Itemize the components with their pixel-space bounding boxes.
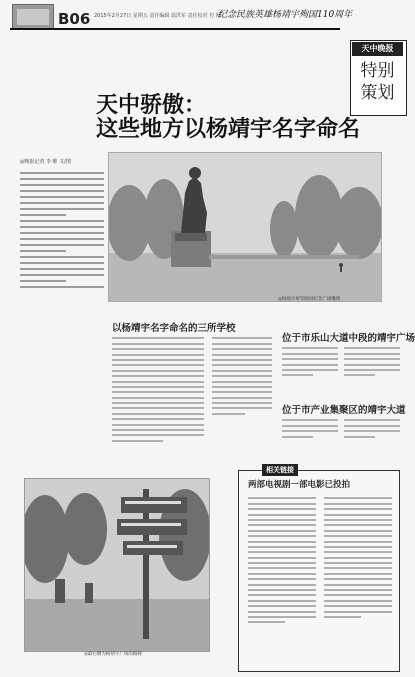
byline: ◎晚报记者 李 维 文/图	[20, 159, 71, 165]
bottom-photo-caption: ◎最右侧为杨靖宇广场的路牌	[84, 652, 142, 657]
top-photo-caption: ◎杨靖宇将军陵园纪念广场雕像	[278, 297, 341, 302]
section-title-schools: 以杨靖宇名字命名的三所学校	[112, 323, 236, 334]
header-rule	[10, 28, 340, 30]
page-number: B06	[58, 10, 91, 28]
badge-label	[352, 60, 403, 104]
schools-text-col1	[112, 334, 204, 460]
header-slogan: 纪念民族英雄杨靖宇殉国110周年	[218, 10, 353, 20]
badge-paper-name: 天中晚报	[352, 42, 403, 56]
street-sign-photo-image	[25, 479, 209, 651]
avenue-text-col2	[344, 416, 400, 456]
section-title-square: 位于市乐山大道中段的靖宇广场	[282, 333, 415, 344]
schools-text-col2	[212, 334, 272, 460]
statue-photo-image	[109, 153, 381, 301]
statue-photo	[108, 152, 382, 302]
related-link-title: 两部电视剧一部电影已投拍	[248, 480, 351, 490]
related-link-tag: 相关链接	[262, 464, 298, 476]
badge-label-line2: 策划	[360, 83, 395, 103]
related-text-col1	[248, 494, 316, 664]
headline-line2: 这些地方以杨靖宇名字命名	[96, 117, 361, 142]
section-title-avenue: 位于市产业集聚区的靖宇大道	[282, 405, 406, 416]
square-text-col2	[344, 344, 400, 394]
badge-label-line1: 特别	[360, 61, 395, 81]
street-sign-photo	[24, 478, 210, 652]
avenue-text-col1	[282, 416, 338, 456]
related-text-col2	[324, 494, 392, 664]
dateline: 2015年2月27日 星期五 责任编辑 温洪军 责任校对 付 刚	[94, 13, 221, 19]
headline-line1: 天中骄傲：	[96, 93, 207, 118]
square-text-col1	[282, 344, 338, 394]
intro-text-block	[20, 168, 104, 334]
masthead-logo	[12, 4, 54, 30]
